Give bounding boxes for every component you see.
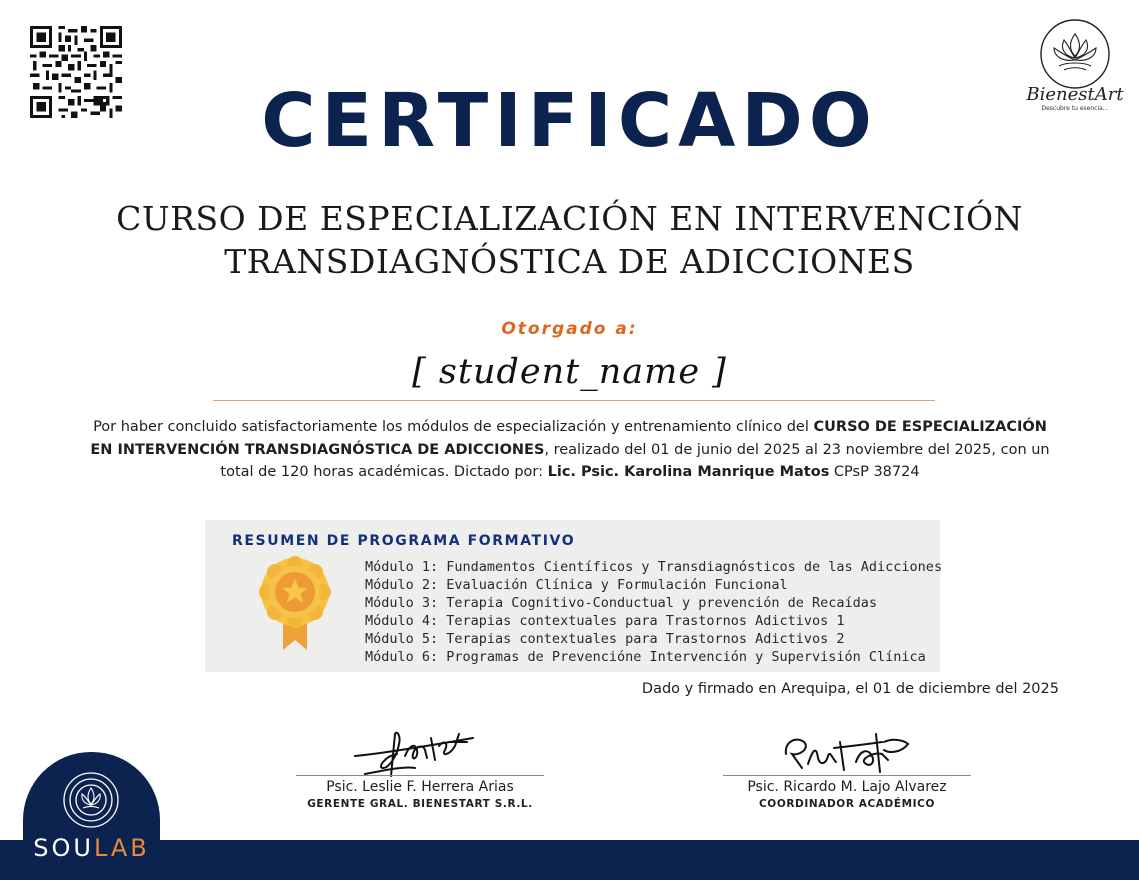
module-item: Módulo 6: Programas de Prevencióne Intervención y Supervisión Clínica <box>365 649 926 665</box>
signature-2-name: Psic. Ricardo M. Lajo Alvarez <box>747 779 947 795</box>
description-license: CPsP 38724 <box>829 464 920 480</box>
module-item: Módulo 1: Fundamentos Científicos y Transdiagnósticos de las Adicciones <box>365 559 943 575</box>
signature-2-image <box>772 724 914 780</box>
description-intro: Por haber concluido satisfactoriamente los módulos de especialización y entrenamiento clínico del <box>93 419 814 435</box>
signature-1-image <box>345 716 485 782</box>
soulab-emblem-icon <box>56 770 126 830</box>
certificate-title: CERTIFICADO <box>261 78 878 164</box>
signature-2-role: COORDINADOR ACADÉMICO <box>759 798 935 810</box>
footer-bar <box>0 840 1139 880</box>
course-title <box>100 197 1039 283</box>
certificate-description <box>88 416 1052 484</box>
soulab-wordmark <box>23 834 160 862</box>
module-list <box>365 558 942 666</box>
description-instructor: Lic. Psic. Karolina Manrique Matos <box>547 464 830 480</box>
awarded-to-label: Otorgado a: <box>501 319 638 339</box>
date-and-place: Dado y firmado en Arequipa, el 01 de diciembre del 2025 <box>641 681 1059 697</box>
description-dates: , realizado del 01 de junio del 2025 al 23 noviembre del 2025, con un total de 120 horas académicas. Dictado por: <box>220 441 1050 480</box>
program-summary-title: RESUMEN DE PROGRAMA FORMATIVO <box>232 533 576 549</box>
module-item: Módulo 5: Terapias contextuales para Trastornos Adictivos 2 <box>365 631 845 647</box>
soulab-wordmark-lab: LAB <box>93 834 150 862</box>
signature-1-role: GERENTE GRAL. BIENESTART S.R.L. <box>307 798 533 810</box>
medal-icon <box>253 556 337 656</box>
signature-2-line <box>723 775 971 776</box>
course-title-line-1: CURSO DE ESPECIALIZACIÓN EN INTERVENCIÓN <box>116 199 1023 238</box>
course-title-line-2: TRANSDIAGNÓSTICA DE ADICCIONES <box>224 242 915 281</box>
name-underline <box>213 400 935 401</box>
soulab-wordmark-sou: SOU <box>33 834 94 862</box>
signature-1-name: Psic. Leslie F. Herrera Arias <box>326 779 514 795</box>
module-item: Módulo 4: Terapias contextuales para Trastornos Adictivos 1 <box>365 613 845 629</box>
signature-1-line <box>296 775 544 776</box>
description-course: CURSO DE ESPECIALIZACIÓN EN INTERVENCIÓN TRANSDIAGNÓSTICA DE ADICCIONES <box>90 419 1047 458</box>
svg-text:Descubre tu esencia...: Descubre tu esencia... <box>1041 105 1109 112</box>
student-name: [ student_name ] <box>412 352 727 392</box>
module-item: Módulo 3: Terapia Cognitivo-Conductual y prevención de Recaídas <box>365 595 878 611</box>
module-item: Módulo 2: Evaluación Clínica y Formulación Funcional <box>365 577 788 593</box>
svg-text:BienestArt: BienestArt <box>1026 84 1124 105</box>
